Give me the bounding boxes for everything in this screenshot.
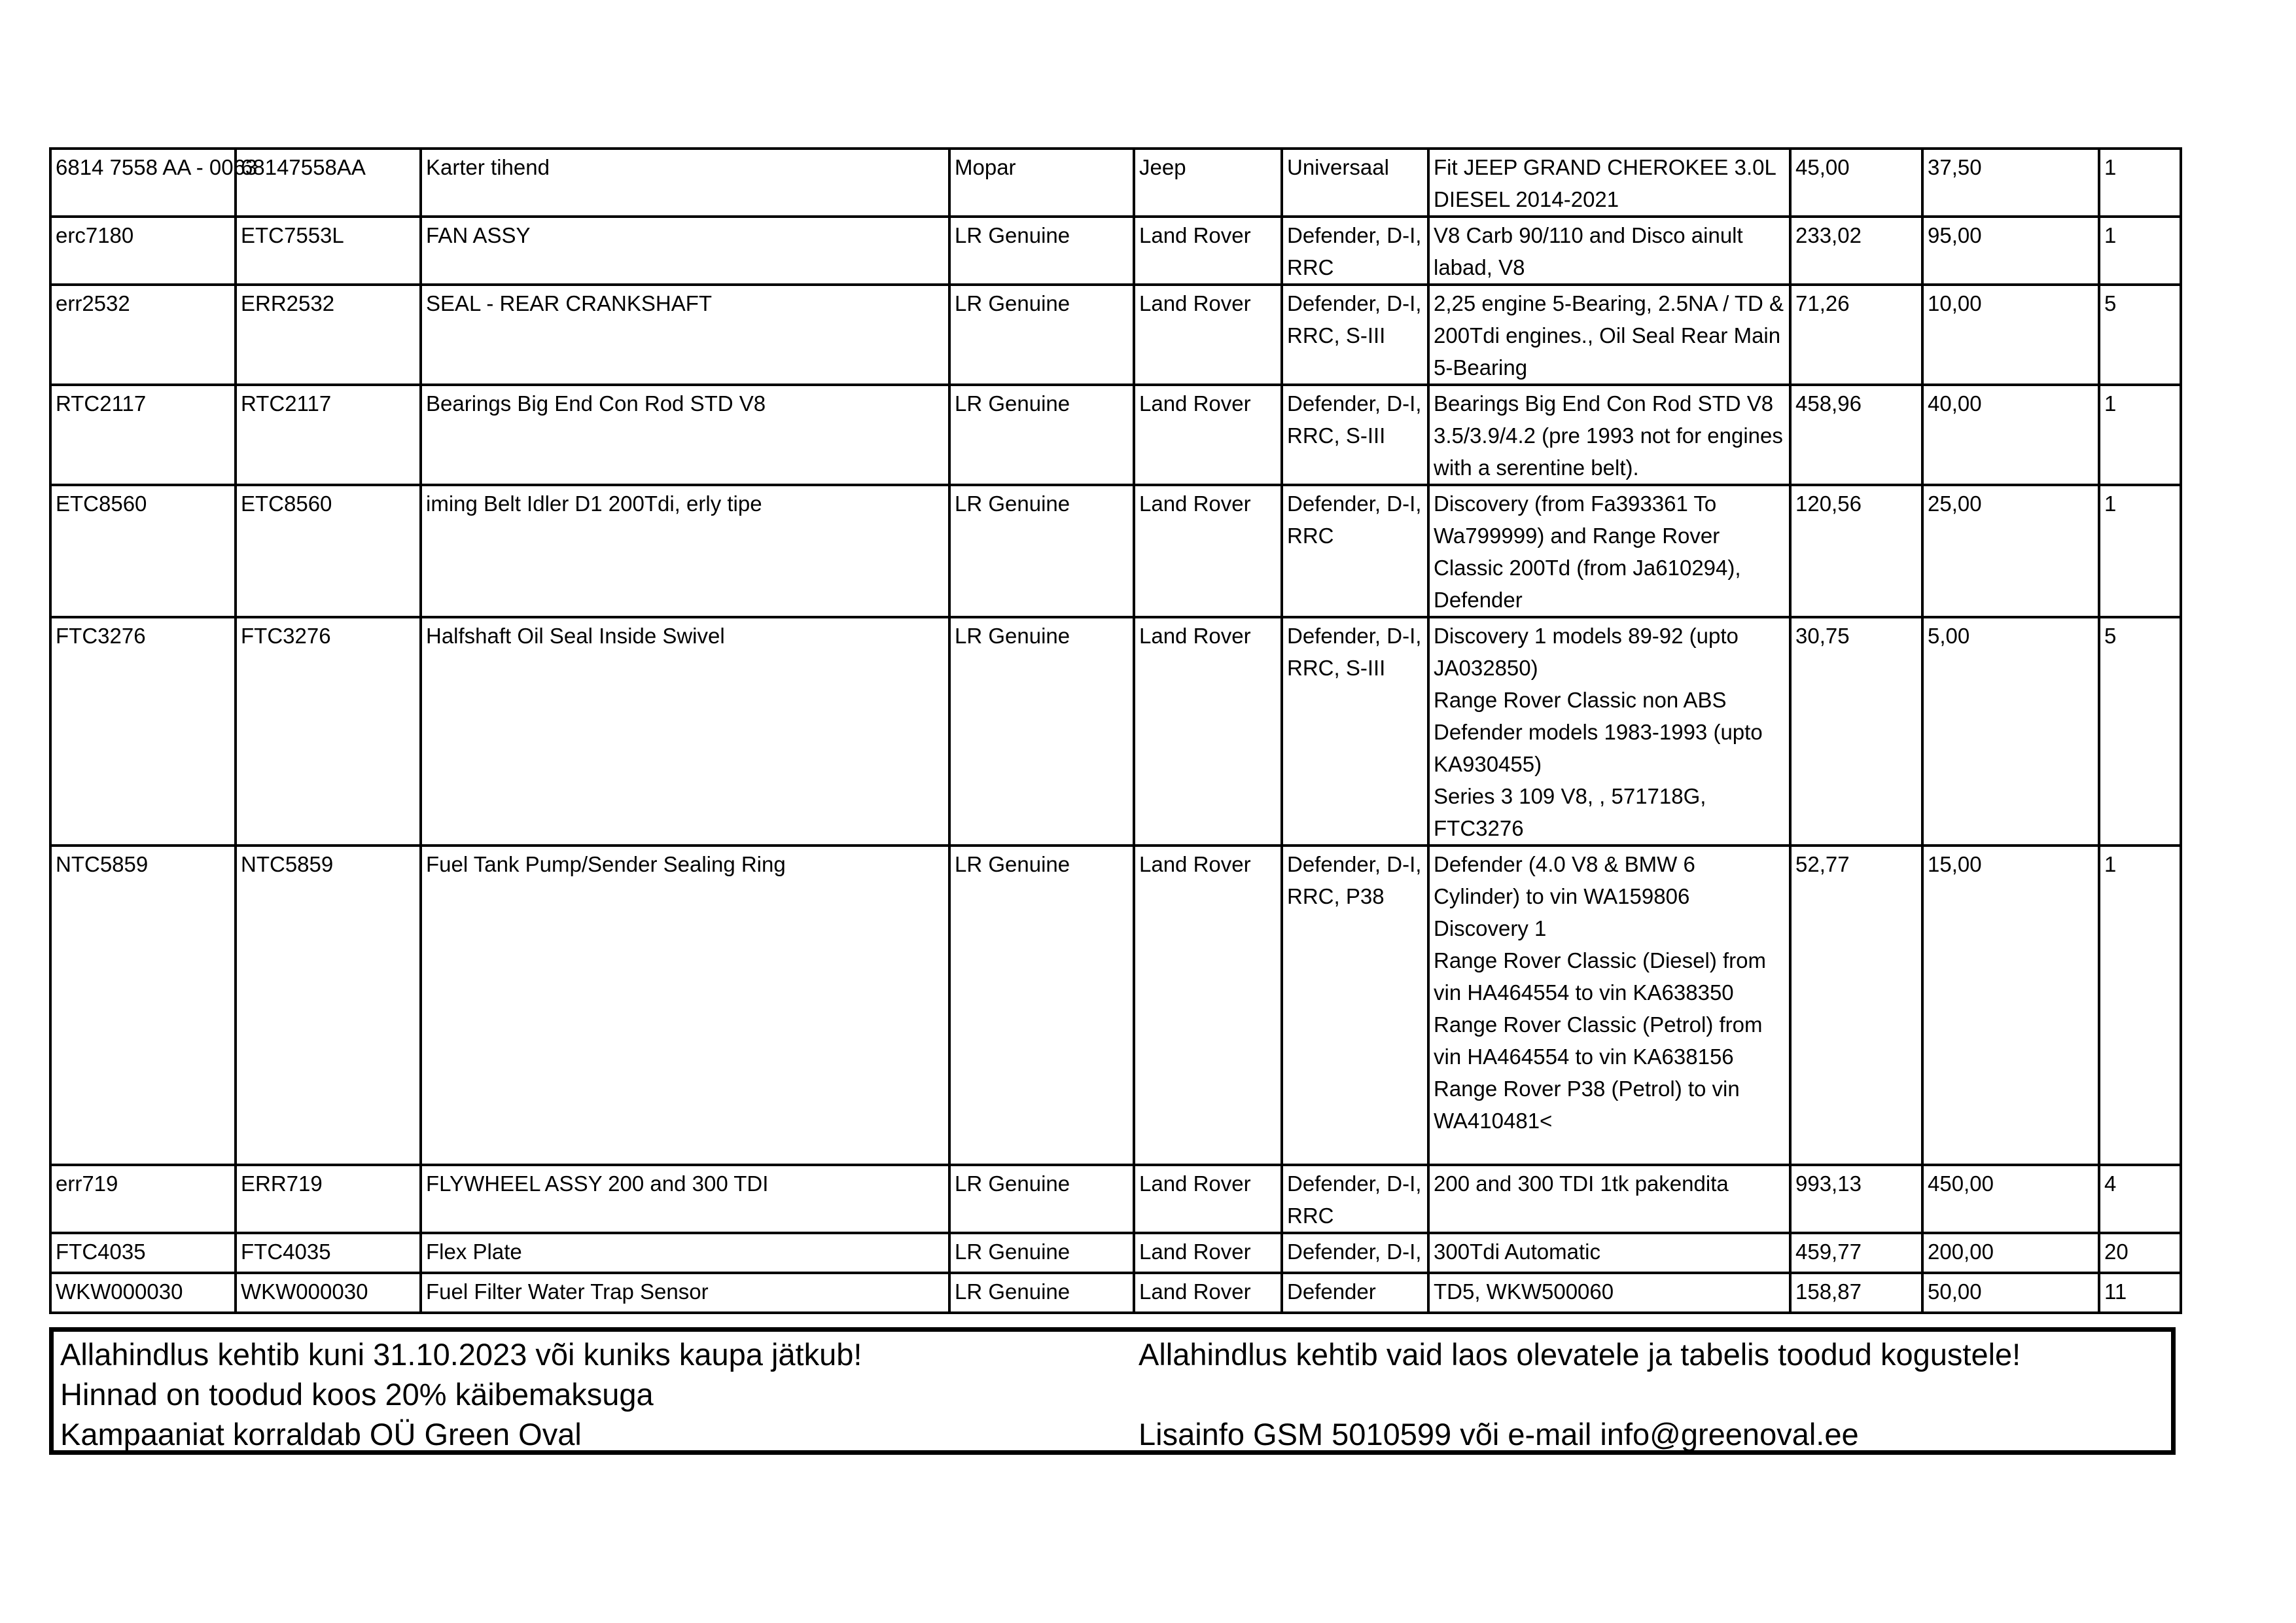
cell-fitment: TD5, WKW500060 [1428, 1273, 1790, 1313]
cell-code: 6814 7558 AA - 0063 [50, 149, 236, 217]
cell-make: Land Rover [1134, 217, 1282, 285]
cell-description: Karter tihend [421, 149, 949, 217]
cell-quantity: 1 [2099, 485, 2181, 617]
cell-make: Land Rover [1134, 485, 1282, 617]
cell-code: erc7180 [50, 217, 236, 285]
cell-code: err2532 [50, 285, 236, 385]
vat-note-text: Hinnad on toodud koos 20% käibemaksuga [60, 1377, 654, 1412]
cell-fitment: V8 Carb 90/110 and Disco ainult labad, V8 [1428, 217, 1790, 285]
cell-part-number: FTC3276 [236, 617, 421, 846]
cell-description: Fuel Tank Pump/Sender Sealing Ring [421, 846, 949, 1165]
table-row [50, 485, 2181, 617]
table-row [50, 285, 2181, 385]
cell-fitment: Discovery (from Fa393361 To Wa799999) and Range Rover Classic 200Td (from Ja610294), Defender [1428, 485, 1790, 617]
discount-validity-text: Allahindlus kehtib kuni 31.10.2023 või kuniks kaupa jätkub! [60, 1337, 862, 1372]
cell-description: iming Belt Idler D1 200Tdi, erly tipe [421, 485, 949, 617]
cell-old-price: 30,75 [1790, 617, 1922, 846]
cell-brand: LR Genuine [949, 846, 1134, 1165]
cell-sale-price: 37,50 [1922, 149, 2099, 217]
cell-code: RTC2117 [50, 385, 236, 485]
table-row [50, 1165, 2181, 1233]
cell-brand: LR Genuine [949, 1273, 1134, 1313]
cell-sale-price: 200,00 [1922, 1233, 2099, 1273]
cell-make: Land Rover [1134, 846, 1282, 1165]
cell-make: Land Rover [1134, 1273, 1282, 1313]
cell-part-number: ETC8560 [236, 485, 421, 617]
cell-part-number: ERR2532 [236, 285, 421, 385]
cell-sale-price: 50,00 [1922, 1273, 2099, 1313]
cell-code: err719 [50, 1165, 236, 1233]
cell-quantity: 11 [2099, 1273, 2181, 1313]
cell-fitment: Bearings Big End Con Rod STD V8 3.5/3.9/4.2 (pre 1993 not for engines with a serentine belt). [1428, 385, 1790, 485]
table-row [50, 149, 2181, 217]
cell-fitment: Defender (4.0 V8 & BMW 6 Cylinder) to vin WA159806 Discovery 1 Range Rover Classic (Diesel) from vin HA464554 to vin KA638350 Range Rover Classic (Petrol) from vin HA464554 to vin KA638156 Range Rover P38 (Petrol) to vin WA410481< [1428, 846, 1790, 1165]
cell-make: Land Rover [1134, 617, 1282, 846]
cell-quantity: 5 [2099, 285, 2181, 385]
campaign-info-left [60, 1334, 1133, 1454]
cell-fitment: Fit JEEP GRAND CHEROKEE 3.0L DIESEL 2014-2021 [1428, 149, 1790, 217]
cell-quantity: 4 [2099, 1165, 2181, 1233]
table-row [50, 846, 2181, 1165]
cell-brand: LR Genuine [949, 1165, 1134, 1233]
table-row [50, 385, 2181, 485]
campaign-info-right [1139, 1334, 2166, 1454]
cell-fitment: 300Tdi Automatic [1428, 1233, 1790, 1273]
cell-quantity: 5 [2099, 617, 2181, 846]
cell-old-price: 71,26 [1790, 285, 1922, 385]
cell-description: SEAL - REAR CRANKSHAFT [421, 285, 949, 385]
cell-models: Defender, D-I, RRC [1282, 217, 1428, 285]
cell-models: Defender, D-I, RRC, S-III [1282, 385, 1428, 485]
cell-make: Land Rover [1134, 385, 1282, 485]
cell-part-number: RTC2117 [236, 385, 421, 485]
cell-code: FTC3276 [50, 617, 236, 846]
cell-old-price: 158,87 [1790, 1273, 1922, 1313]
table-row [50, 1233, 2181, 1273]
cell-quantity: 1 [2099, 846, 2181, 1165]
cell-brand: LR Genuine [949, 617, 1134, 846]
cell-code: NTC5859 [50, 846, 236, 1165]
cell-make: Land Rover [1134, 285, 1282, 385]
campaign-info-box [49, 1327, 2176, 1455]
cell-make: Land Rover [1134, 1233, 1282, 1273]
cell-models: Defender, D-I, RRC [1282, 485, 1428, 617]
cell-models: Defender, D-I, RRC [1282, 1165, 1428, 1233]
cell-description: Flex Plate [421, 1233, 949, 1273]
cell-description: FAN ASSY [421, 217, 949, 285]
cell-sale-price: 5,00 [1922, 617, 2099, 846]
cell-description: Bearings Big End Con Rod STD V8 [421, 385, 949, 485]
cell-brand: LR Genuine [949, 285, 1134, 385]
cell-sale-price: 40,00 [1922, 385, 2099, 485]
cell-part-number: ERR719 [236, 1165, 421, 1233]
cell-make: Land Rover [1134, 1165, 1282, 1233]
cell-sale-price: 15,00 [1922, 846, 2099, 1165]
cell-fitment: Discovery 1 models 89-92 (upto JA032850) Range Rover Classic non ABS Defender models 1983-1993 (upto KA930455) Series 3 109 V8, , 571718G, FTC3276 [1428, 617, 1790, 846]
cell-description: Halfshaft Oil Seal Inside Swivel [421, 617, 949, 846]
cell-brand: LR Genuine [949, 1233, 1134, 1273]
cell-brand: LR Genuine [949, 385, 1134, 485]
cell-fitment: 2,25 engine 5-Bearing, 2.5NA / TD & 200Tdi engines., Oil Seal Rear Main 5-Bearing [1428, 285, 1790, 385]
table-row [50, 217, 2181, 285]
cell-quantity: 20 [2099, 1233, 2181, 1273]
cell-brand: LR Genuine [949, 217, 1134, 285]
cell-description: FLYWHEEL ASSY 200 and 300 TDI [421, 1165, 949, 1233]
cell-old-price: 459,77 [1790, 1233, 1922, 1273]
cell-sale-price: 450,00 [1922, 1165, 2099, 1233]
cell-models: Defender, D-I, [1282, 1233, 1428, 1273]
cell-models: Universaal [1282, 149, 1428, 217]
cell-make: Jeep [1134, 149, 1282, 217]
cell-sale-price: 95,00 [1922, 217, 2099, 285]
cell-models: Defender [1282, 1273, 1428, 1313]
table-row [50, 617, 2181, 846]
contact-info-text: Lisainfo GSM 5010599 või e-mail info@greenoval.ee [1139, 1417, 1859, 1452]
cell-sale-price: 10,00 [1922, 285, 2099, 385]
cell-code: WKW000030 [50, 1273, 236, 1313]
cell-old-price: 233,02 [1790, 217, 1922, 285]
cell-sale-price: 25,00 [1922, 485, 2099, 617]
cell-brand: LR Genuine [949, 485, 1134, 617]
cell-code: FTC4035 [50, 1233, 236, 1273]
organizer-text: Kampaaniat korraldab OÜ Green Oval [60, 1417, 582, 1452]
cell-code: ETC8560 [50, 485, 236, 617]
cell-part-number: WKW000030 [236, 1273, 421, 1313]
cell-description: Fuel Filter Water Trap Sensor [421, 1273, 949, 1313]
cell-old-price: 45,00 [1790, 149, 1922, 217]
cell-models: Defender, D-I, RRC, P38 [1282, 846, 1428, 1165]
cell-part-number: NTC5859 [236, 846, 421, 1165]
cell-quantity: 1 [2099, 149, 2181, 217]
spacer-line [1139, 1374, 2166, 1414]
table-row [50, 1273, 2181, 1313]
cell-models: Defender, D-I, RRC, S-III [1282, 617, 1428, 846]
parts-table [49, 147, 2182, 1314]
cell-part-number: ETC7553L [236, 217, 421, 285]
cell-part-number: 68147558AA [236, 149, 421, 217]
cell-old-price: 52,77 [1790, 846, 1922, 1165]
cell-old-price: 458,96 [1790, 385, 1922, 485]
cell-models: Defender, D-I, RRC, S-III [1282, 285, 1428, 385]
cell-brand: Mopar [949, 149, 1134, 217]
cell-quantity: 1 [2099, 385, 2181, 485]
cell-quantity: 1 [2099, 217, 2181, 285]
cell-old-price: 120,56 [1790, 485, 1922, 617]
cell-old-price: 993,13 [1790, 1165, 1922, 1233]
cell-part-number: FTC4035 [236, 1233, 421, 1273]
cell-fitment: 200 and 300 TDI 1tk pakendita [1428, 1165, 1790, 1233]
stock-note-text: Allahindlus kehtib vaid laos olevatele ja tabelis toodud kogustele! [1139, 1337, 2021, 1372]
